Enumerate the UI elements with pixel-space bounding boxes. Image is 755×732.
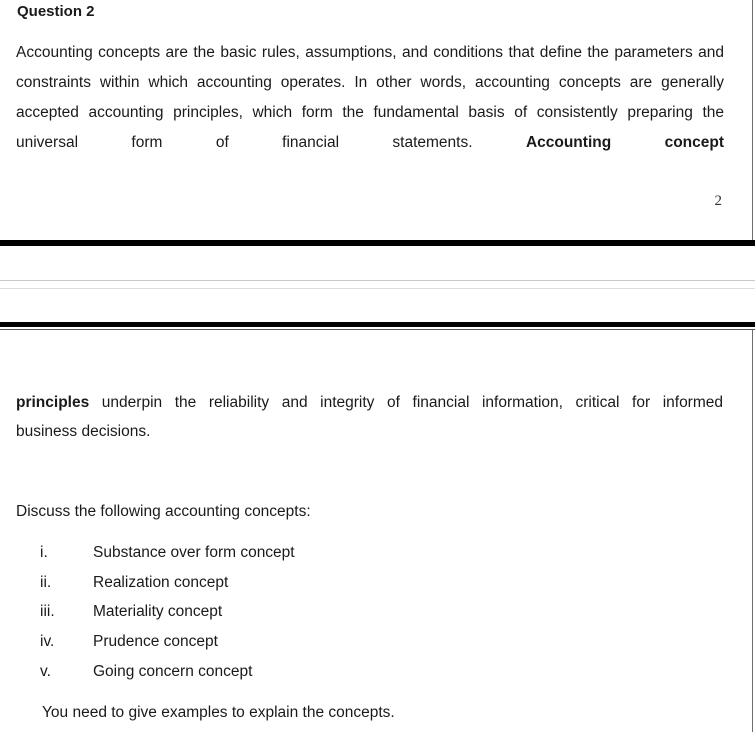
concept-label: Materiality concept: [93, 603, 223, 621]
list-numeral: iv.: [40, 633, 55, 651]
continuation-line-2: business decisions.: [16, 423, 151, 440]
concept-label: Realization concept: [93, 573, 229, 591]
concept-label: Prudence concept: [93, 633, 218, 651]
closing-instruction: You need to give examples to explain the concepts.: [42, 704, 395, 721]
continuation-line-1: [16, 388, 723, 417]
concept-label: Going concern concept: [93, 662, 253, 680]
continuation-paragraph: [16, 388, 723, 446]
page-header-rule: [0, 322, 755, 327]
intro-paragraph-bold-tail: Accounting concept: [525, 134, 725, 151]
page-top: [0, 0, 753, 240]
intro-paragraph-text: Accounting concepts are the basic rules, assumptions, and conditions that define the parameters and constraints within which accounting operates. In other words, accounting concepts are generally accepted accounting principles, which form the fundamental basis of consistently preparing the universal form of financial statements.: [16, 44, 724, 151]
intro-paragraph: [16, 38, 724, 158]
list-numeral: v.: [40, 662, 51, 680]
page-break-rule: [0, 240, 755, 246]
page-gap-line: [0, 288, 755, 289]
page-gap-line: [0, 280, 755, 281]
list-numeral: ii.: [40, 573, 52, 591]
continuation-line-1-text: underpin the reliability and integrity of financial information, critical for informed: [89, 394, 723, 411]
question-heading: Question 2: [17, 3, 95, 20]
page-number: 2: [714, 193, 722, 209]
page-bottom: [0, 330, 753, 732]
concept-label: Substance over form concept: [93, 544, 295, 561]
list-numeral: i.: [40, 544, 48, 561]
list-numeral: iii.: [40, 603, 55, 621]
continuation-bold-lead: principles: [16, 394, 90, 411]
discuss-instruction: Discuss the following accounting concepts:: [16, 503, 311, 520]
